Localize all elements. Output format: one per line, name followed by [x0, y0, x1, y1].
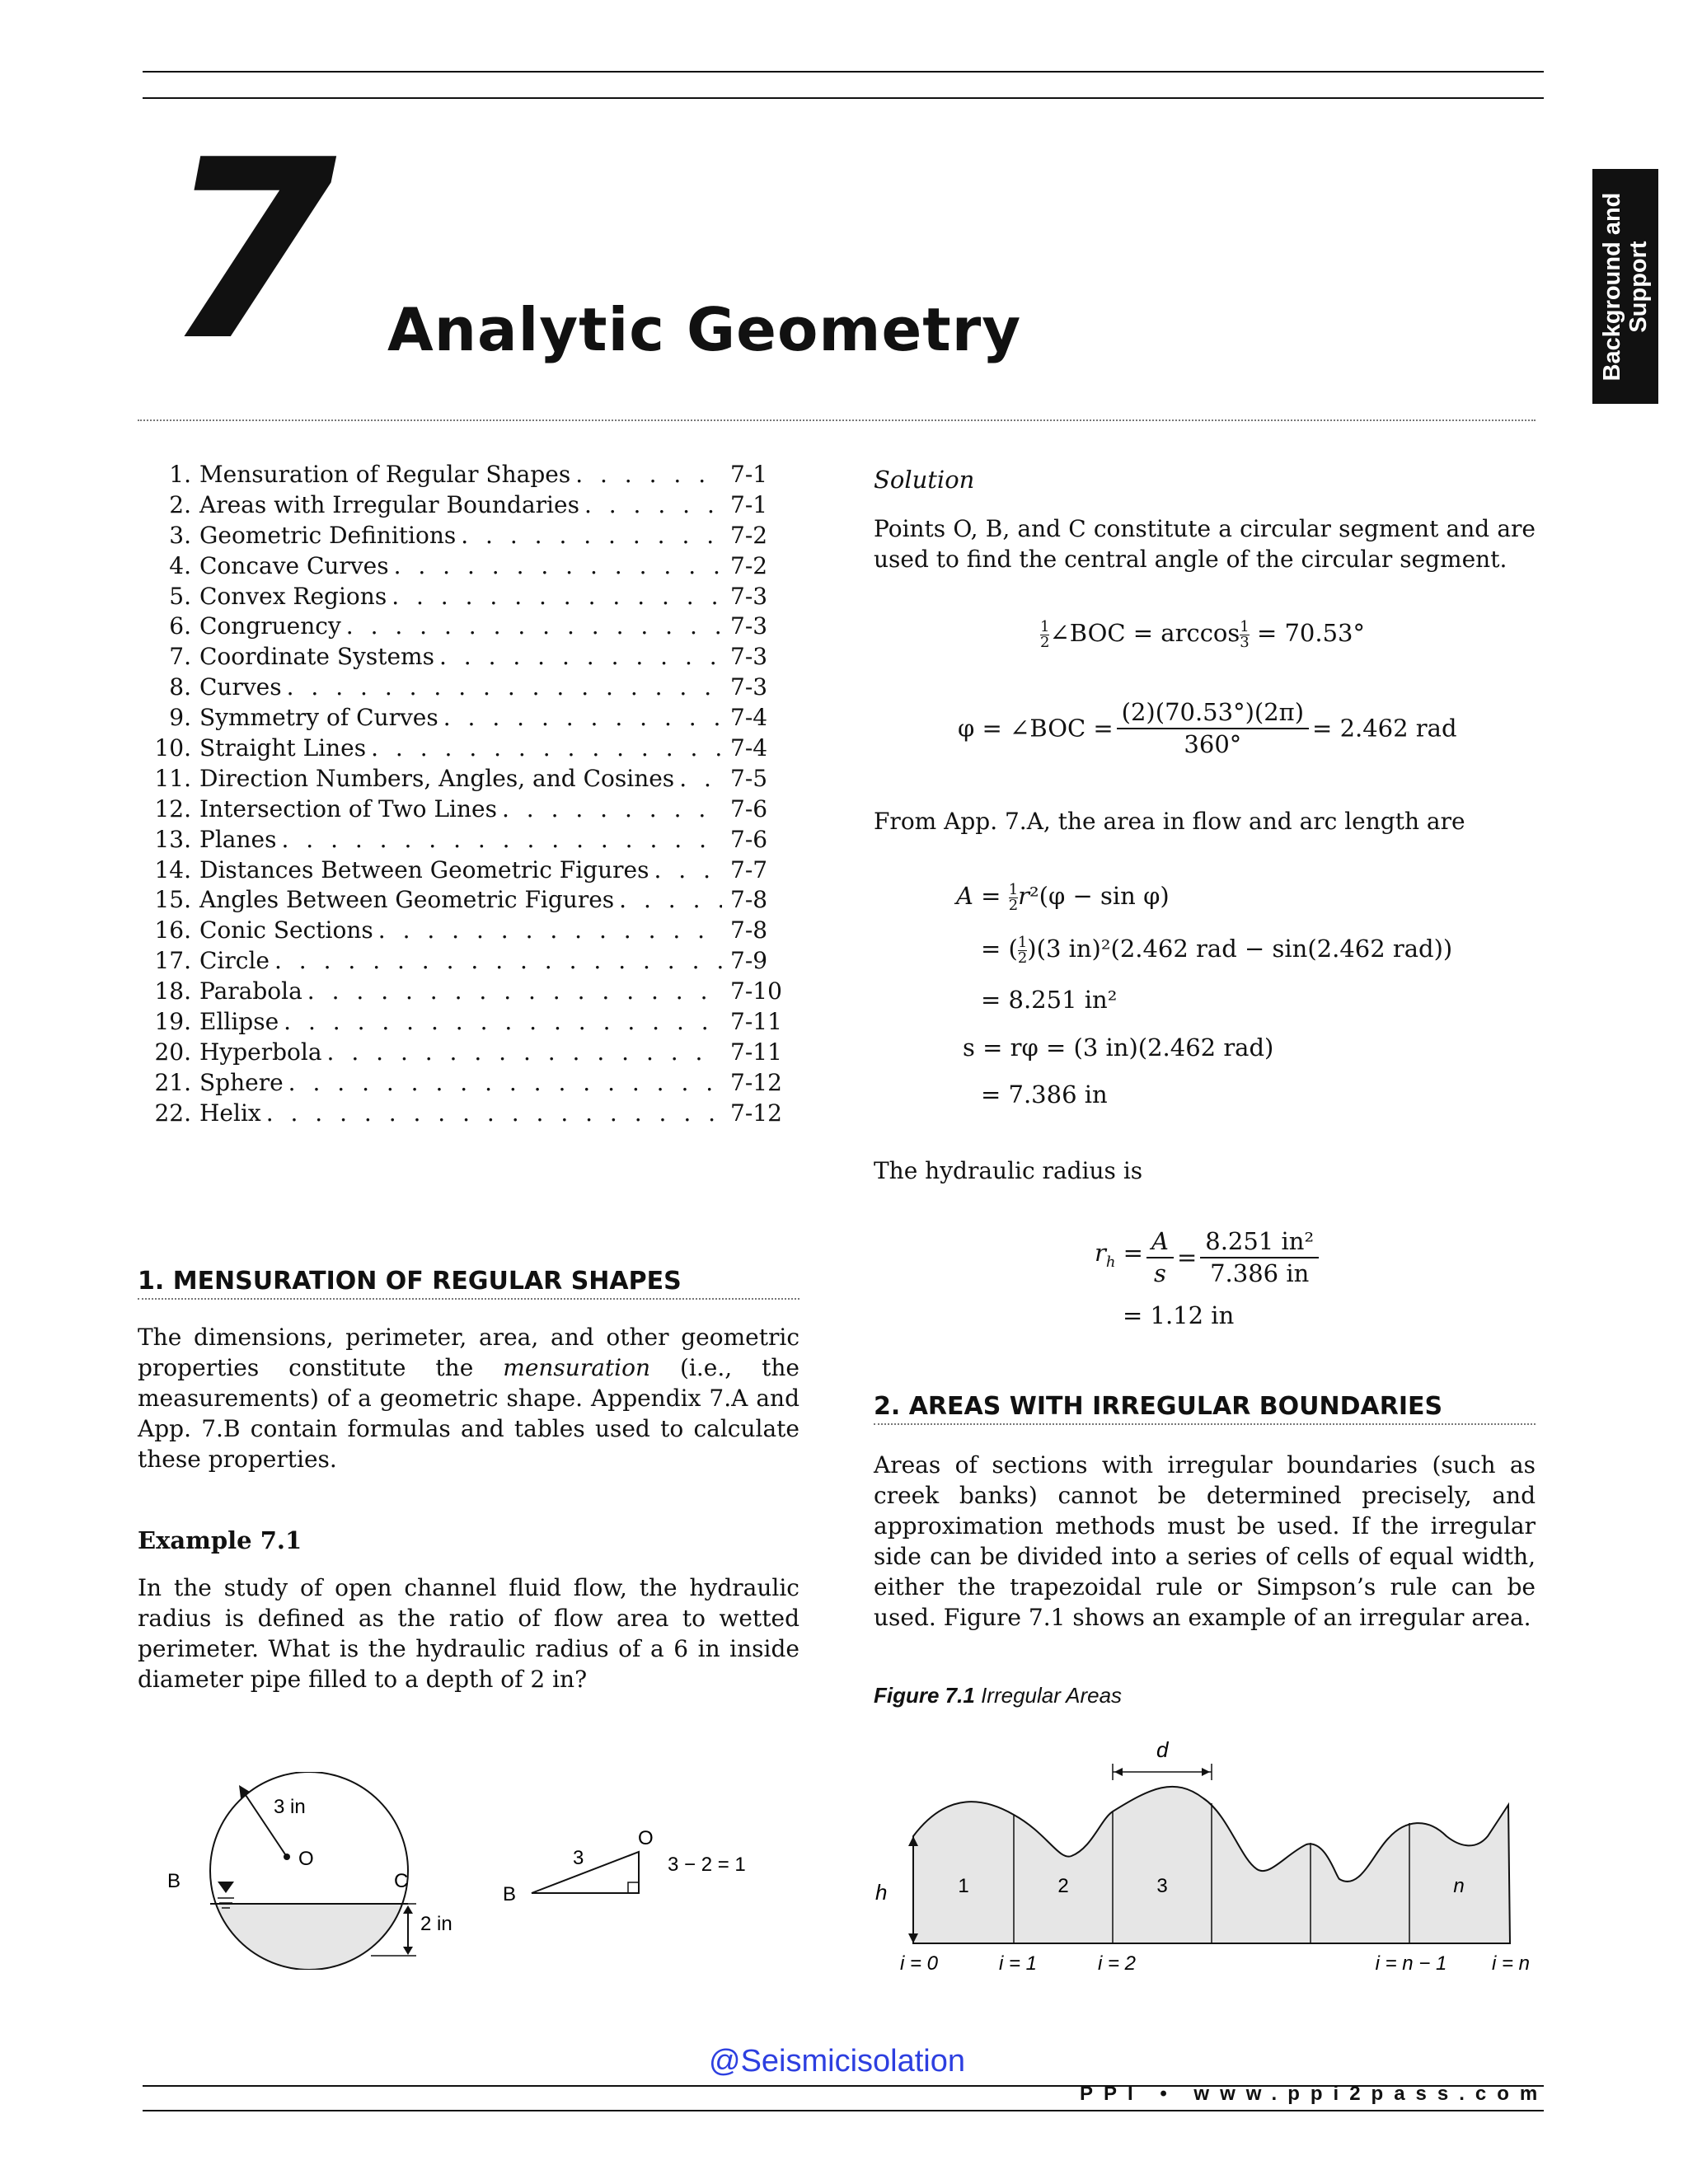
- pipe-figure: [148, 1772, 808, 1970]
- toc-number: 21.: [154, 1068, 191, 1096]
- toc-row: [140, 642, 783, 673]
- chapter-title: Analytic Geometry: [387, 295, 1022, 364]
- triangle-side-label: 3 − 2 = 1: [668, 1854, 746, 1876]
- footer-rule-bottom: [143, 2110, 1544, 2111]
- equation-arc-1: s = rφ = (3 in)(2.462 rad): [963, 1033, 1274, 1062]
- toc-title: Distances Between Geometric Figures: [199, 855, 649, 883]
- triangle-top-label: O: [638, 1827, 654, 1849]
- toc-row: [140, 1038, 783, 1068]
- toc-row: [140, 794, 783, 825]
- toc-page: 7-6: [730, 825, 768, 853]
- toc-title: Straight Lines: [199, 734, 367, 762]
- toc-row: [140, 551, 783, 582]
- watermark: @Seismicisolation: [709, 2044, 966, 2079]
- toc-page: 7-12: [730, 1099, 782, 1127]
- toc-title: Conic Sections: [199, 916, 373, 944]
- equation-arc-2: = 7.386 in: [981, 1080, 1108, 1108]
- title-divider: [138, 419, 1536, 421]
- phi-denominator: 360°: [1184, 730, 1242, 758]
- toc-number: 10.: [154, 734, 191, 762]
- figure-caption: Figure 7.1 Irregular Areas: [874, 1683, 1123, 1708]
- toc-leader-dots: [584, 490, 722, 521]
- toc-page: 7-8: [730, 886, 768, 914]
- toc-number: 18.: [154, 977, 191, 1005]
- toc-leader-dots: [392, 582, 722, 612]
- toc-page: 7-11: [730, 1038, 782, 1066]
- toc-title: Convex Regions: [199, 582, 387, 610]
- hydraulic-intro: The hydraulic radius is: [874, 1157, 1143, 1184]
- toc-number: 17.: [154, 947, 191, 975]
- toc-leader-dots: [461, 521, 722, 551]
- equation-hydraulic-radius: $r_h$ = $\frac{A}{s}$ = $\frac{\text{8.251 in²}}{7.386 in}$: [1095, 1226, 1322, 1289]
- d-arrow-right: [1202, 1768, 1210, 1776]
- index-label-0: i = 0: [899, 1952, 939, 1975]
- toc-title: Symmetry of Curves: [199, 704, 438, 732]
- toc-title: Direction Numbers, Angles, and Cosines: [199, 764, 675, 792]
- cell-label-3: 3: [1156, 1875, 1168, 1897]
- side-tab-line1: Background and: [1599, 192, 1625, 381]
- toc-title: Intersection of Two Lines: [199, 794, 497, 823]
- toc-leader-dots: [327, 1038, 722, 1068]
- cell-label-n: n: [1453, 1875, 1465, 1897]
- toc-leader-dots: [371, 733, 722, 764]
- side-tab-label: [1599, 192, 1652, 381]
- toc-number: 19.: [154, 1008, 191, 1036]
- toc-leader-dots: [287, 673, 722, 703]
- toc-page: 7-1: [730, 490, 768, 518]
- toc-row: [140, 521, 783, 551]
- section2-heading: 2. AREAS WITH IRREGULAR BOUNDARIES: [874, 1392, 1443, 1421]
- water-level-icon: [218, 1882, 234, 1893]
- toc-row: [140, 885, 783, 916]
- toc-row: [140, 703, 783, 733]
- equation-area-1: A = $\frac{1}{2}$ r²(φ − sin φ): [956, 880, 1170, 914]
- example-label: Example 7.1: [138, 1526, 302, 1554]
- toc-number: 16.: [154, 916, 191, 944]
- toc-page: 7-3: [730, 643, 768, 671]
- toc-leader-dots: [284, 1007, 722, 1038]
- toc-number: 6.: [169, 612, 191, 640]
- toc-title: Circle: [199, 947, 270, 975]
- water-area: [198, 1904, 429, 1970]
- toc-title: Concave Curves: [199, 551, 389, 579]
- toc-number: 2.: [169, 490, 191, 518]
- radius-label: 3 in: [274, 1796, 306, 1818]
- solution-label: Solution: [874, 466, 975, 494]
- triangle: [532, 1852, 639, 1893]
- toc-title: Angles Between Geometric Figures: [199, 886, 615, 914]
- toc-number: 7.: [169, 643, 191, 671]
- index-label-1: i = 1: [998, 1952, 1038, 1975]
- depth-label: 2 in: [420, 1913, 452, 1935]
- toc-title: Sphere: [199, 1068, 284, 1096]
- toc-page: 7-1: [730, 461, 768, 488]
- toc-number: 11.: [154, 764, 191, 792]
- toc-page: 7-2: [730, 521, 768, 549]
- point-c-label: C: [394, 1870, 409, 1892]
- toc-number: 1.: [169, 461, 191, 488]
- depth-arrow-up: [403, 1905, 413, 1914]
- toc-page: 7-10: [730, 977, 782, 1005]
- toc-page: 7-7: [730, 855, 768, 883]
- toc-leader-dots: [443, 703, 722, 733]
- toc-row: [140, 764, 783, 794]
- phi-numerator: (2)(70.53°)(2π): [1117, 697, 1309, 729]
- toc-leader-dots: [307, 977, 722, 1007]
- toc-title: Helix: [199, 1099, 261, 1127]
- toc-number: 22.: [154, 1099, 191, 1127]
- table-of-contents: [140, 460, 783, 1129]
- toc-row: [140, 612, 783, 642]
- toc-row: [140, 1068, 783, 1099]
- third-fraction: $\frac{1}{3}$: [1240, 617, 1250, 651]
- toc-row: [140, 825, 783, 855]
- equation-hydraulic-result: = 1.12 in: [1123, 1301, 1235, 1329]
- h-label: h: [875, 1880, 888, 1905]
- toc-leader-dots: [346, 612, 722, 642]
- toc-title: Congruency: [199, 612, 341, 640]
- point-b-label: B: [167, 1870, 181, 1892]
- toc-page: 7-5: [730, 764, 768, 792]
- toc-row: [140, 673, 783, 703]
- toc-row: [140, 582, 783, 612]
- toc-number: 13.: [154, 825, 191, 853]
- depth-arrow-down: [403, 1947, 413, 1955]
- toc-page: 7-9: [730, 947, 768, 975]
- toc-row: [140, 855, 783, 886]
- toc-leader-dots: [439, 642, 722, 673]
- toc-row: [140, 733, 783, 764]
- section1-divider: [138, 1298, 799, 1300]
- toc-page: 7-6: [730, 794, 768, 823]
- toc-leader-dots: [281, 825, 722, 855]
- section1-heading: 1. MENSURATION OF REGULAR SHAPES: [138, 1267, 682, 1296]
- equation-phi: φ = ∠BOC = $\frac{(2)(70.53^\circ)(2\pi)}{360^\circ}$ = 2.462 rad: [958, 698, 1457, 758]
- toc-page: 7-2: [730, 551, 768, 579]
- toc-page: 7-4: [730, 734, 768, 762]
- toc-page: 7-3: [730, 612, 768, 640]
- toc-title: Coordinate Systems: [199, 643, 434, 671]
- from-app-text: From App. 7.A, the area in flow and arc length are: [874, 808, 1465, 835]
- toc-number: 14.: [154, 855, 191, 883]
- toc-leader-dots: [654, 855, 722, 886]
- toc-number: 4.: [169, 551, 191, 579]
- toc-page: 7-3: [730, 582, 768, 610]
- toc-leader-dots: [274, 946, 722, 977]
- toc-title: Parabola: [199, 977, 302, 1005]
- triangle-left-label: B: [503, 1883, 517, 1905]
- chapter-number: 7: [165, 107, 331, 395]
- toc-title: Planes: [199, 825, 277, 853]
- toc-leader-dots: [394, 551, 722, 582]
- side-tab: [1592, 169, 1658, 404]
- toc-leader-dots: [378, 916, 722, 946]
- equation-area-3: = 8.251 in²: [981, 986, 1118, 1014]
- toc-leader-dots: [619, 885, 722, 916]
- irregular-area-figure: [874, 1731, 1533, 1978]
- toc-page: 7-3: [730, 673, 768, 701]
- section2-divider: [874, 1423, 1536, 1425]
- toc-title: Ellipse: [199, 1008, 279, 1036]
- toc-row: [140, 1007, 783, 1038]
- toc-title: Curves: [199, 673, 282, 701]
- half-fraction: $\frac{1}{2}$: [1040, 617, 1050, 651]
- toc-row: [140, 977, 783, 1007]
- toc-page: 7-8: [730, 916, 768, 944]
- toc-row: [140, 460, 783, 490]
- example-text: In the study of open channel fluid flow, the hydraulic radius is defined as the ratio of flow area to wetted perimeter. What is the hydraulic radius of a 6 in inside diameter pipe filled to a depth of 2 in?: [138, 1574, 799, 1693]
- toc-row: [140, 1099, 783, 1129]
- triangle-hypotenuse-label: 3: [573, 1847, 584, 1869]
- toc-number: 15.: [154, 886, 191, 914]
- toc-number: 20.: [154, 1038, 191, 1066]
- toc-number: 3.: [169, 521, 191, 549]
- toc-page: 7-4: [730, 704, 768, 732]
- solution-intro: Points O, B, and C constitute a circular segment and are used to find the central angle of the circular segment.: [874, 515, 1536, 573]
- toc-number: 9.: [169, 704, 191, 732]
- top-rule-2: [143, 97, 1544, 99]
- index-label-n-1: i = n − 1: [1375, 1952, 1447, 1975]
- d-label: d: [1156, 1737, 1169, 1762]
- toc-page: 7-12: [730, 1068, 782, 1096]
- toc-row: [140, 946, 783, 977]
- center-label: O: [298, 1848, 314, 1870]
- equation-area-2: = ( $\frac{1}{2}$ )(3 in)²(2.462 rad − sin(2.462 rad)): [981, 933, 1453, 967]
- section2-paragraph: Areas of sections with irregular boundaries (such as creek banks) cannot be determined precisely, and approximation methods must be used. If the irregular side can be divided into a series of cells of equal width, either the trapezoidal rule or Simpson’s rule can be used. Figure 7.1 shows an example of an irregular area.: [874, 1451, 1536, 1631]
- toc-title: Areas with Irregular Boundaries: [199, 490, 579, 518]
- toc-row: [140, 916, 783, 946]
- cell-label-2: 2: [1057, 1875, 1069, 1897]
- toc-row: [140, 490, 783, 521]
- toc-leader-dots: [679, 764, 722, 794]
- toc-leader-dots: [266, 1099, 722, 1129]
- index-label-2: i = 2: [1097, 1952, 1137, 1975]
- side-tab-line2: Support: [1625, 240, 1652, 333]
- section1-paragraph: The dimensions, perimeter, area, and other geometric properties constitute the mensuration (i.e., the measurements) of a geometric shape. Appendix 7.A and App. 7.B contain formulas and tables used to calculate these properties.: [138, 1324, 799, 1473]
- toc-leader-dots: [502, 794, 722, 825]
- toc-title: Mensuration of Regular Shapes: [199, 461, 571, 488]
- d-arrow-left: [1114, 1768, 1123, 1776]
- index-label-n: i = n: [1491, 1952, 1531, 1975]
- toc-page: 7-11: [730, 1008, 782, 1036]
- cell-label-1: 1: [958, 1875, 969, 1897]
- right-angle-mark: [628, 1882, 639, 1893]
- toc-leader-dots: [288, 1068, 722, 1099]
- toc-number: 8.: [169, 673, 191, 701]
- toc-title: Hyperbola: [199, 1038, 322, 1066]
- toc-leader-dots: [575, 460, 722, 490]
- toc-title: Geometric Definitions: [199, 521, 457, 549]
- toc-number: 12.: [154, 794, 191, 823]
- toc-number: 5.: [169, 582, 191, 610]
- footer-url: PPI • www.ppi2pass.com: [1080, 2083, 1549, 2105]
- top-rule-1: [143, 71, 1544, 73]
- equation-angle-half: $\frac{1}{2}$ ∠BOC = arccos $\frac{1}{3}$ = 70.53°: [1040, 617, 1365, 651]
